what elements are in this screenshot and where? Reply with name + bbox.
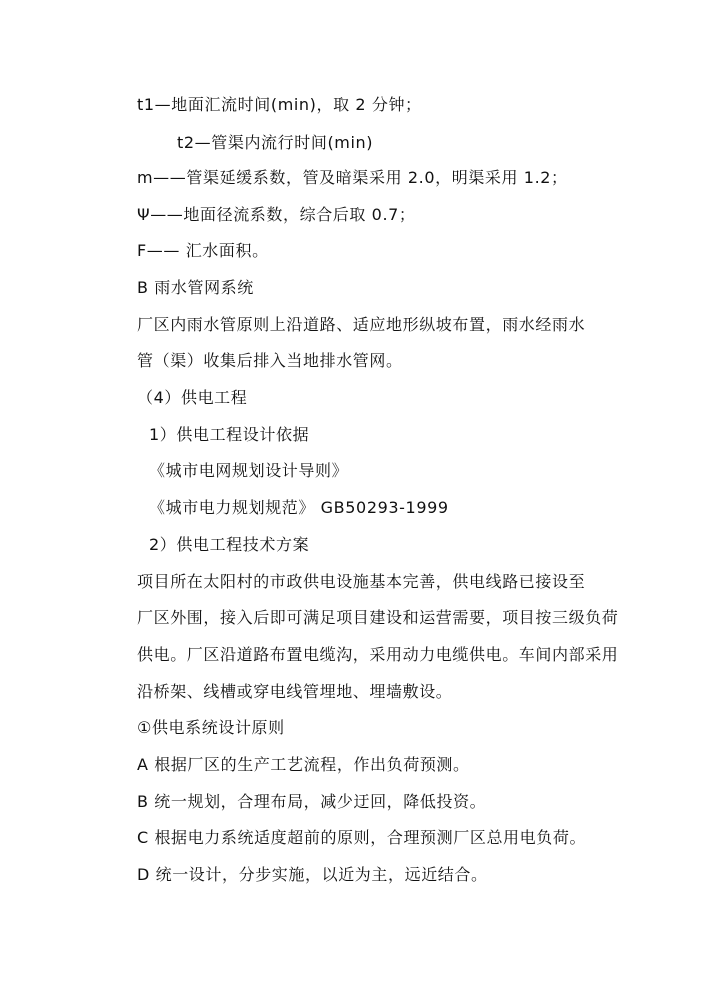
list-item: A 根据厂区的生产工艺流程，作出负荷预测。 [137, 755, 470, 774]
subsection-heading-1: 1）供电工程设计依据 [149, 425, 310, 444]
formula-var-psi: Ψ——地面径流系数，综合后取 0.7； [137, 205, 416, 224]
paragraph-line: 供电。厂区沿道路布置电缆沟，采用动力电缆供电。车间内部采用 [137, 645, 619, 664]
list-item: C 根据电力系统适度超前的原则，合理预测厂区总用电负荷。 [137, 828, 587, 847]
list-item: B 统一规划，合理布局，减少迂回，降低投资。 [137, 792, 487, 811]
reference-item: 《城市电力规划规范》 GB50293-1999 [149, 498, 449, 517]
section-heading-4: （4）供电工程 [137, 388, 248, 407]
paragraph-line: 厂区外围，接入后即可满足项目建设和运营需要，项目按三级负荷 [137, 608, 619, 627]
section-heading-b: B 雨水管网系统 [137, 278, 254, 297]
paragraph-line: 管（渠）收集后排入当地排水管网。 [137, 351, 403, 370]
paragraph-line: 项目所在太阳村的市政供电设施基本完善，供电线路已接设至 [137, 572, 586, 591]
subsection-heading-principles: ①供电系统设计原则 [137, 718, 285, 737]
paragraph-line: 沿桥架、线槽或穿电线管埋地、埋墙敷设。 [137, 682, 453, 701]
paragraph-line: 厂区内雨水管原则上沿道路、适应地形纵坡布置，雨水经雨水 [137, 315, 586, 334]
formula-var-f: F—— 汇水面积。 [137, 241, 269, 260]
reference-item: 《城市电网规划设计导则》 [149, 461, 349, 480]
list-item: D 统一设计，分步实施，以近为主，远近结合。 [137, 865, 488, 884]
formula-var-m: m——管渠延缓系数，管及暗渠采用 2.0，明渠采用 1.2； [137, 168, 568, 187]
formula-var-t1: t1—地面汇流时间(min)，取 2 分钟； [137, 95, 422, 114]
formula-var-t2: t2—管渠内流行时间(min) [177, 133, 374, 152]
subsection-heading-2: 2）供电工程技术方案 [149, 535, 310, 554]
